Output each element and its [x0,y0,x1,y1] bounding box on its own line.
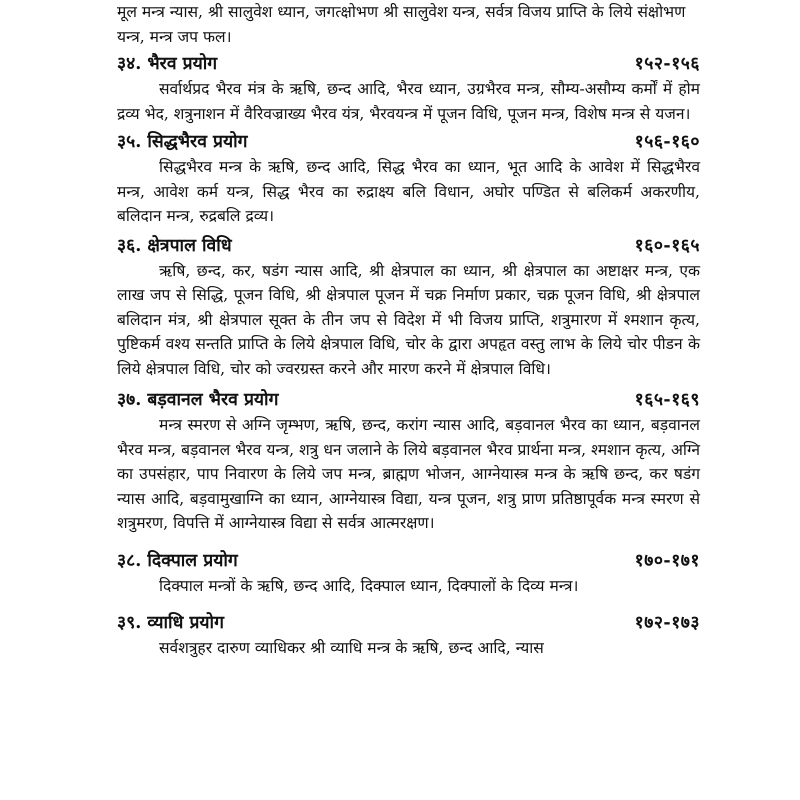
entry-title: ३९. व्याधि प्रयोग [117,613,224,633]
entry-heading [117,611,700,636]
entry-page-range: १५६-१६० [634,132,700,152]
entry-description: सर्वशत्रुहर दारुण व्याधिकर श्री व्याधि मन्त्र के ऋषि, छन्द आदि, न्यास [159,639,544,657]
entry-page-range: १५२-१५६ [634,54,700,74]
toc-entry-34 [117,52,700,126]
entry-heading [117,388,700,413]
entry-heading [117,549,700,574]
entry-page-range: १७२-१७३ [634,613,700,633]
entry-heading [117,130,700,155]
toc-entry-35 [117,130,700,229]
toc-entry-38 [117,549,700,599]
entry-description: मन्त्र स्मरण से अग्नि जृम्भण, ऋषि, छन्द, करांग न्यास आदि, बड़वानल भैरव का ध्यान, बड़वानल भैरव मन्त्र, बड़वानल भैरव यन्त्र, शत्रु धन जलाने के लिये बड़वानल भैरव प्रार्थना मन्त्र, श्मशान कृत्य, अग्नि का उपसंहार, पाप निवारण के लिये जप मन्त्र, ब्राह्मण भोजन, आग्नेयास्त्र मन्त्र के ऋषि छन्द, कर षडंग न्यास आदि, बड़वामुखाग्नि का ध्यान, आग्नेयास्त्र विद्या, यन्त्र पूजन, शत्रु प्राण प्रतिष्ठापूर्वक मन्त्र स्मरण से शत्रुमरण, विपत्ति में आग्नेयास्त्र विद्या से सर्वत्र आत्मरक्षण। [117,416,700,532]
entry-title: ३५. सिद्धभैरव प्रयोग [117,132,248,152]
entry-description: दिक्पाल मन्त्रों के ऋषि, छन्द आदि, दिक्पाल ध्यान, दिक्पालों के दिव्य मन्त्र। [159,576,579,595]
entry-heading [117,234,700,259]
entry-page-range: १६५-१६९ [634,390,700,410]
entry-page-range: १६०-१६५ [634,235,700,256]
toc-entry-36 [117,234,700,382]
entry-description: ऋषि, छन्द, कर, षडंग न्यास आदि, श्री क्षेत्रपाल का ध्यान, श्री क्षेत्रपाल का अष्टाक्षर मन्त्र, एक लाख जप से सिद्धि, पूजन विधि, श्री क्षेत्रपाल पूजन में चक्र निर्माण प्रकार, चक्र पूजन विधि, श्री क्षेत्रपाल बलिदान मंत्र, श्री क्षेत्रपाल सूक्त के तीन जप से विदेश में भी विजय प्राप्ति, शत्रुमारण में श्मशान कृत्य, पुष्टिकर्म वश्य सन्तति प्राप्ति के लिये क्षेत्रपाल विधि, चोर के द्वारा अपहृत वस्तु लाभ के लिये चोर पीडन के लिये क्षेत्रपाल विधि, चोर को ज्वरग्रस्त करने और मारण करने में क्षेत्रपाल विधि। [117,261,700,378]
entry-title: ३८. दिक्पाल प्रयोग [117,550,238,571]
entry-title: ३६. क्षेत्रपाल विधि [117,235,232,256]
entry-page-range: १७०-१७१ [634,550,700,571]
entry-description: सिद्धभैरव मन्त्र के ऋषि, छन्द आदि, सिद्ध भैरव का ध्यान, भूत आदि के आवेश में सिद्धभैरव मन्त्र, आवेश कर्म यन्त्र, सिद्ध भैरव का रुद्राक्ष्य बलि विधान, अघोर पण्डित से बलिकर्म अकरणीय, बलिदान मन्त्र, रुद्रबलि द्रव्य। [117,158,700,225]
toc-entry-37 [117,388,700,536]
entry-title: ३४. भैरव प्रयोग [117,54,218,74]
intro-paragraph: मूल मन्त्र न्यास, श्री सालुवेश ध्यान, जगत्क्षोभण श्री सालुवेश यन्त्र, सर्वत्र विजय प्राप्ति के लिये संक्षोभण यन्त्र, मन्त्र जप फल। [117,3,686,46]
entry-heading [117,52,700,77]
entry-description: सर्वार्थप्रद भैरव मंत्र के ऋषि, छन्द आदि, भैरव ध्यान, उग्रभैरव मन्त्र, सौम्य-असौम्य कर्मों में होम द्रव्य भेद, शत्रुनाशन में वैरिवज्राख्य भैरव यंत्र, भैरवयन्त्र में पूजन विधि, पूजन मन्त्र, विशेष मन्त्र से यजन। [117,80,700,123]
toc-entry-39 [117,611,700,661]
entry-title: ३७. बड़वानल भैरव प्रयोग [117,390,279,410]
